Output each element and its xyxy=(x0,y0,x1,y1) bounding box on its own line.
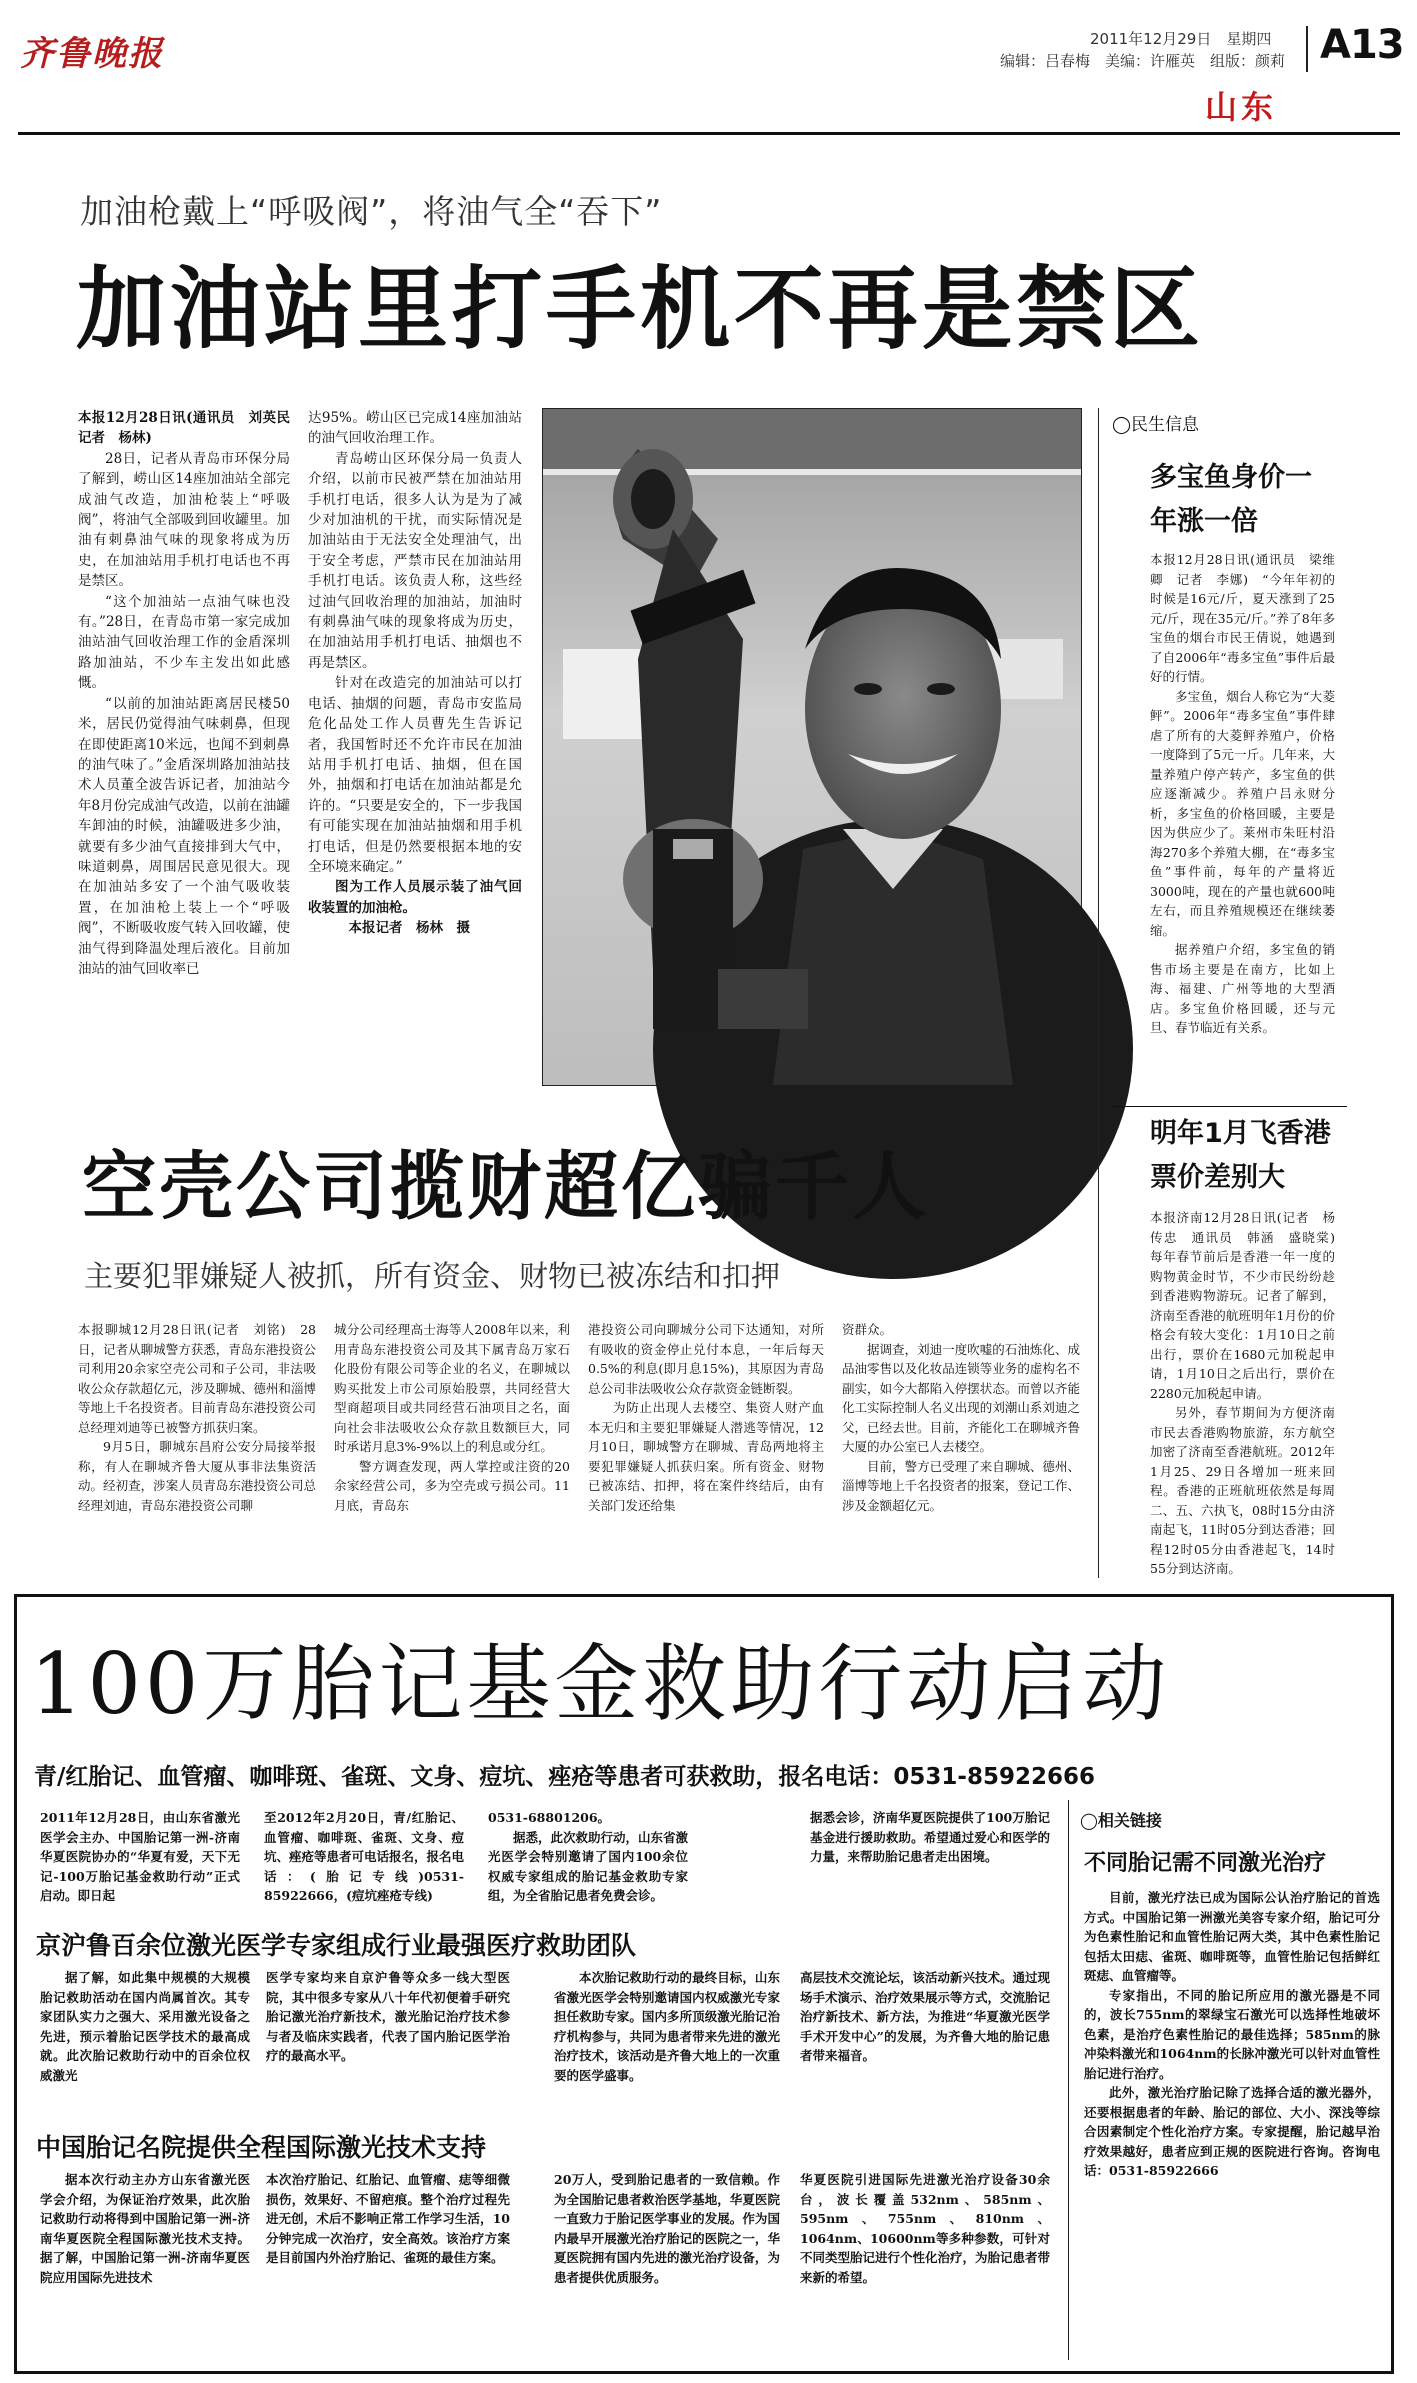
ad-body-text: 高层技术交流论坛，该活动新兴技术。通过现场手术演示、治疗效果展示等方式，交流胎记治疗新技术、新方法，为推进“华夏激光医学手术开发中心”的发展，为齐鲁大地的胎记患者带来福音。 xyxy=(800,1970,1051,2063)
sidebar1-headline: 多宝鱼身价一年涨一倍 xyxy=(1150,462,1312,537)
ad-headline: 100万胎记基金救助行动启动 xyxy=(30,1635,1171,1733)
photo-caption: 图为工作人员展示装了油气回收装置的加油枪。 xyxy=(308,879,522,916)
ad-body-text: 医学专家均来自京沪鲁等众多一线大型医院，其中很多专家从八十年代初便着手研究胎记激光治疗新技术，激光胎记治疗技术参与者及临床实践者，代表了国内胎记医学治疗的最高水平。 xyxy=(266,1970,510,2063)
story2-para: 港投资公司向聊城分公司下达通知，对所有吸收的资金停止兑付本息，一年后每天0.5%的利息(即月息15%)，其原因为青岛总公司非法吸收公众存款资金链断裂。 xyxy=(588,1322,824,1396)
page-number: A13 xyxy=(1320,22,1404,68)
column-rule xyxy=(1098,408,1099,1578)
story2-para: 城分公司经理高士海等人2008年以来，利用青岛东港投资公司及其下属青岛万家石化股份有限公司等企业的名义，在聊城以购买批发上市公司原始股票，共同经营大型商超项目或共同经营石油项目之名，面向社会非法吸收公众存款且数额巨大，同时承诺月息3%-9%以上的利息或分红。 xyxy=(334,1322,570,1454)
story2-col1 xyxy=(78,1320,316,1585)
ad-side-para: 专家指出，不同的胎记所应用的激光器是不同的，波长755nm的翠绿宝石激光可以选择性地破坏色素，是治疗色素性胎记的最佳选择；585nm的脉冲染料激光和1064nm的长脉冲激光可以针对血管性胎记进行治疗。 xyxy=(1084,1987,1380,2081)
ad-sub2-col3 xyxy=(554,2170,780,2360)
ad-body-text: 据了解，如此集中规模的大规模胎记救助活动在国内尚属首次。其专家团队实力之强大、采用激光设备之先进，预示着胎记医学技术的最高成就。此次胎记救助行动中的百余位权威激光 xyxy=(40,1970,250,2083)
story1-para: 达95%。崂山区已完成14座加油站的油气回收治理工作。 xyxy=(308,410,522,447)
news-photo xyxy=(542,408,1082,1086)
ad-side-para: 此外，激光治疗胎记除了选择合适的激光器外，还要根据患者的年龄、胎记的部位、大小、深浅等综合因素制定个性化治疗方案。专家提醒，胎记越早治疗效果越好，患者应到正规的医院进行咨询。咨询电话：0531-85922666 xyxy=(1084,2085,1380,2178)
ad-intro-text: 0531-68801206。 xyxy=(488,1810,611,1825)
story1-para: 青岛崂山区环保分局一负责人介绍，以前市民被严禁在加油站用手机打电话，很多人认为是为了减少对加油机的干扰，而实际情况是加油站由于无法安全处理油气，出于安全考虑，严禁市民在加油站用手机打电话。该负责人称，这些经过油气回收治理的加油站，加油时有刺鼻油气味的现象将成为历史，在加油站用手机打电话、抽烟也不再是禁区。 xyxy=(308,450,522,671)
story2-para: 据调查，刘迪一度吹嘘的石油炼化、成品油零售以及化妆品连锁等业务的虚构名不副实，如今大都陷入停摆状态。而曾以齐能化工实际控制人名义出现的刘潮山系刘迪之父，已经去世。目前，齐能化工在聊城齐鲁大厦的办公室已人去楼空。 xyxy=(842,1341,1080,1454)
sidebar1-para: 多宝鱼，烟台人称它为“大菱鲆”。2006年“毒多宝鱼”事件肆虐了所有的大菱鲆养殖户，价格一度降到了5元一斤。几年来，大量养殖户停产转产，多宝鱼的供应逐渐减少。养殖户吕永财分析，多宝鱼的价格回暖，主要是因为供应少了。莱州市朱旺村沿海270多个养殖大棚，在“毒多宝鱼”事件前，每年的产量将近3000吨，现在的产量也就600吨左右，而且养殖规模还在继续萎缩。 xyxy=(1150,688,1335,938)
ad-intro-text: 据悉，此次救助行动，山东省激光医学会特别邀请了国内100余位权威专家组成的胎记基金救助专家组，为全省胎记患者免费会诊。 xyxy=(488,1829,689,1903)
ad-side-para: 目前，激光疗法已成为国际公认治疗胎记的首选方式。中国胎记第一洲激光美容专家介绍，胎记可分为色素性胎记和血管性胎记两大类，其中色素性胎记包括太田痣、雀斑、咖啡斑等，血管性胎记包括鲜红斑痣、血管瘤等。 xyxy=(1084,1890,1380,1983)
ad-side-tag-label: 相关链接 xyxy=(1097,1811,1162,1830)
sidebar2-para: 另外，春节期间为方便济南市民去香港购物旅游，东方航空加密了济南至香港航班。2012年1月25、29日各增加一班来回程。香港的正班航班依然是每周二、五、六执飞，08时15分由济南起飞，11时05分到达香港；回程12时05分由香港起飞，14时55分到达济南。 xyxy=(1150,1405,1335,1576)
ad-body-text: 本次胎记救助行动的最终目标，山东省激光医学会特别邀请国内权威激光专家担任救助专家。国内多所顶级激光胎记治疗机构参与，共同为患者带来先进的激光治疗技术，该活动是齐鲁大地上的一次重要的医学盛事。 xyxy=(554,1970,780,2083)
ad-side-headline: 不同胎记需不同激光治疗 xyxy=(1084,1851,1327,1876)
photo-credit: 本报记者 杨林 摄 xyxy=(348,920,470,937)
sidebar1-tag xyxy=(1112,410,1199,435)
sidebar1-para: 据养殖户介绍，多宝鱼的销售市场主要是在南方，比如上海、福建、广州等地的大型酒店。多宝鱼价格回暖，还与元旦、春节临近有关系。 xyxy=(1150,942,1335,1035)
story2-para: 资群众。 xyxy=(842,1322,893,1337)
ad-subline: 青/红胎记、血管瘤、咖啡斑、雀斑、文身、痘坑、痤疮等患者可获救助，报名电话：0531-85922666 xyxy=(34,1764,1095,1790)
masthead xyxy=(0,0,1417,130)
ad-intro-col2 xyxy=(264,1808,464,1918)
story2-para: 9月5日，聊城东昌府公安分局接举报称，有人在聊城齐鲁大厦从事非法集资活动。经初查，涉案人员青岛东港投资公司总经理刘迪，青岛东港投资公司聊 xyxy=(78,1439,316,1513)
sidebar2-para: 本报济南12月28日讯(记者 杨传忠 通讯员 韩涵 盛晓棠) 每年春节前后是香港一年一度的购物黄金时节，不少市民纷纷趁到香港购物游玩。记者了解到，济南至香港的航班明年1月份的价格会有较大变化：1月10日之前出行，票价在1680元加税起申请，1月10日之后出行，票价在2280元加税起申请。 xyxy=(1150,1210,1348,1401)
ad-sub2-col2 xyxy=(266,2170,510,2360)
ad-sub1-col4 xyxy=(800,1968,1050,2118)
story1-dateline: 本报12月28日讯(通讯员 刘英民 记者 杨林) xyxy=(78,410,304,447)
story1-para: “以前的加油站距离居民楼50米，居民仍觉得油气味刺鼻，但现在即使距离10米远，也闻不到刺鼻的油气味了。”金盾深圳路加油站技术人员董全波告诉记者，加油站今年8月份完成油气改造，以前在油罐车卸油的时候，油罐吸进多少油，就要有多少油气直接排到大气中，味道刺鼻，周围居民意见很大。现在加油站多安了一个油气吸收装置，在加油枪上装上一个“呼吸阀”，不断吸收废气转入回收罐，使油气得到降温处理后液化。目前加油站的油气回收率已 xyxy=(78,695,290,977)
ad-side-tag xyxy=(1080,1808,1162,1831)
story1-col1 xyxy=(78,408,304,1088)
sidebar2-body xyxy=(1150,1208,1348,1588)
ad-sub1-col3 xyxy=(554,1968,780,2118)
ad-body-text: 20万人，受到胎记患者的一致信赖。作为全国胎记患者救治医学基地，华夏医院一直致力于胎记医学事业的发展。作为国内最早开展激光治疗胎记的医院之一，华夏医院拥有国内先进的激光治疗设备，为患者提供优质服务。 xyxy=(554,2172,780,2285)
ad-sub1-col1 xyxy=(40,1968,250,2118)
story1-headline: 加油站里打手机不再是禁区 xyxy=(76,257,1204,362)
sidebar1-para: 本报12月28日讯(通讯员 梁维卿 记者 李娜) “今年年初的时候是16元/斤，夏天涨到了25元/斤，现在35元/斤。”养了8年多宝鱼的烟台市民王倩说，她遇到了自2006年“毒多宝鱼”事件后最好的行情。 xyxy=(1150,552,1335,684)
sidebar1-tag-label: 民生信息 xyxy=(1131,415,1200,435)
ad-sub2-col4 xyxy=(800,2170,1050,2360)
ad-column-rule xyxy=(1068,1800,1069,2360)
story2-para: 本报聊城12月28日讯(记者 刘铭) 28日，记者从聊城警方获悉，青岛东港投资公司利用20余家空壳公司和子公司，非法吸收公众存款超亿元，涉及聊城、德州和淄博等地上千名投资者。目前青岛东港投资公司总经理刘迪等已被警方抓获归案。 xyxy=(78,1322,316,1435)
sidebar1-body xyxy=(1150,550,1335,1110)
ad-sub2-col1 xyxy=(40,2170,250,2360)
section-name: 山东 xyxy=(1205,88,1278,126)
masthead-rule xyxy=(18,132,1400,135)
ad-subheading-1: 京沪鲁百余位激光医学专家组成行业最强医疗救助团队 xyxy=(36,1931,637,1960)
ad-subheading-2: 中国胎记名院提供全程国际激光技术支持 xyxy=(36,2133,487,2162)
ad-body-text: 本次治疗胎记、红胎记、血管瘤、痣等细微损伤，效果好、不留疤痕。整个治疗过程先进无创，术后不影响正常工作学习生活，10分钟完成一次治疗，安全高效。该治疗方案是目前国内外治疗胎记、雀斑的最佳方案。 xyxy=(266,2172,510,2265)
ad-intro-col3 xyxy=(488,1808,688,1918)
story2-col3 xyxy=(588,1320,824,1585)
ad-intro-text: 据悉会诊，济南华夏医院提供了100万胎记基金进行援助救助。希望通过爱心和医学的力量，来帮助胎记患者走出困境。 xyxy=(810,1810,1050,1864)
paper-logo: 齐鲁晚报 xyxy=(20,34,164,74)
date-line: 2011年12月29日 星期四 xyxy=(1090,30,1272,48)
ad-intro-text: 至2012年2月20日，青/红胎记、血管瘤、咖啡斑、雀斑、文身、痘坑、痤疮等患者可电话报名，报名电话：(胎记专线)0531-85922666，(痘坑痤疮专线) xyxy=(264,1810,465,1903)
masthead-divider xyxy=(1306,26,1308,72)
circle-bullet-icon: ◯ xyxy=(1080,1811,1098,1830)
story1-kicker: 加油枪戴上“呼吸阀”，将油气全“吞下” xyxy=(80,192,663,231)
story2-subhead: 主要犯罪嫌疑人被抓，所有资金、财物已被冻结和扣押 xyxy=(84,1259,781,1293)
story1-para: “这个加油站一点油气味也没有。”28日，在青岛市第一家完成加油站油气回收治理工作的金盾深圳路加油站，不少车主发出如此感慨。 xyxy=(78,593,290,692)
editor-line: 编辑：吕春梅 美编：许雁英 组版：颜莉 xyxy=(1000,52,1286,70)
photo-illustration xyxy=(543,409,1081,1085)
ad-sub1-col2 xyxy=(266,1968,510,2118)
story2-para: 目前，警方已受理了来自聊城、德州、淄博等地上千名投资者的报案，登记工作、涉及金额超亿元。 xyxy=(842,1458,1080,1513)
ad-intro-col1 xyxy=(40,1808,240,1918)
story2-headline: 空壳公司揽财超亿骗千人 xyxy=(82,1144,929,1230)
story2-col2 xyxy=(334,1320,570,1585)
ad-body-text: 华夏医院引进国际先进激光治疗设备30余台，波长覆盖532nm、585nm、595nm、755nm、810nm、1064nm、10600nm等多种参数，可针对不同类型胎记进行个性化治疗，为胎记患者带来新的希望。 xyxy=(800,2172,1051,2285)
story2-para: 警方调查发现，两人掌控或注资的20余家经营公司，多为空壳或亏损公司。11月底，青岛东 xyxy=(334,1458,570,1513)
ad-intro-text: 2011年12月28日，由山东省激光医学会主办、中国胎记第一洲-济南华夏医院协办的“华夏有爱，天下无记-100万胎记基金救助行动”正式启动。即日起 xyxy=(40,1810,240,1903)
story2-col4 xyxy=(842,1320,1080,1585)
story1-para: 28日，记者从青岛市环保分局了解到，崂山区14座加油站全部完成油气改造，加油枪装上“呼吸阀”，将油气全部吸到回收罐里。加油有刺鼻油气味的现象将成为历史，在加油站用手机打电话也不再是禁区。 xyxy=(78,450,290,590)
story1-col2 xyxy=(308,408,522,1088)
ad-body-text: 据本次行动主办方山东省激光医学会介绍，为保证治疗效果，此次胎记救助行动将得到中国胎记第一洲-济南华夏医院全程国际激光技术支持。据了解，中国胎记第一洲-济南华夏医院应用国际先进技术 xyxy=(40,2172,250,2285)
story1-para: 针对在改造完的加油站可以打电话、抽烟的问题，青岛市安监局危化品处工作人员曹先生告诉记者，我国暂时还不允许市民在加油站用手机打电话、抽烟，但在国外，抽烟和打电话在加油站都是允许的。“只要是安全的，下一步我国有可能实现在加油站抽烟和用手机打电话，但是仍然要根据本地的安全环境来确定。” xyxy=(308,675,522,875)
ad-intro-col4 xyxy=(810,1808,1050,1918)
circle-bullet-icon: ◯ xyxy=(1112,415,1132,435)
story2-para: 为防止出现人去楼空、集资人财产血本无归和主要犯罪嫌疑人潜逃等情况，12月10日，聊城警方在聊城、青岛两地将主要犯罪嫌疑人抓获归案。所有资金、财物已被冻结、扣押，将在案件终结后，由有关部门发还给集 xyxy=(588,1400,824,1513)
sidebar2-headline: 明年1月飞香港票价差别大 xyxy=(1150,1118,1331,1193)
ad-side-body xyxy=(1084,1888,1380,2358)
sidebar-divider xyxy=(1112,1106,1347,1107)
